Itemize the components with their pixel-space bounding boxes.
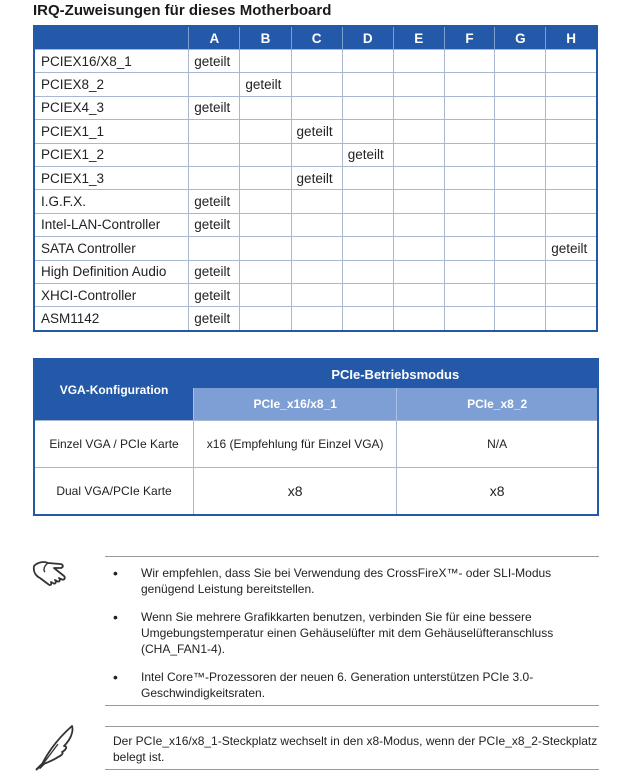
irq-cell [393, 213, 444, 236]
irq-cell: geteilt [189, 283, 240, 306]
irq-cell [393, 237, 444, 260]
irq-cell: geteilt [546, 237, 597, 260]
irq-cell: geteilt [189, 307, 240, 331]
irq-table [33, 25, 598, 332]
irq-cell [342, 166, 393, 189]
irq-cell [342, 50, 393, 73]
irq-cell [291, 307, 342, 331]
irq-cell [546, 260, 597, 283]
irq-cell [495, 96, 546, 119]
device-name-cell: High Definition Audio [34, 260, 189, 283]
irq-cell [444, 96, 495, 119]
irq-cell [546, 143, 597, 166]
irq-cell [240, 237, 291, 260]
irq-cell [342, 96, 393, 119]
device-name-cell: XHCI-Controller [34, 283, 189, 306]
irq-cell [342, 237, 393, 260]
vga-row-value: x8 [194, 468, 397, 516]
irq-cell [291, 283, 342, 306]
pcie-mode-header: PCIe-Betriebsmodus [194, 359, 598, 388]
page-title: IRQ-Zuweisungen für dieses Motherboard [33, 2, 332, 19]
table-row [34, 120, 597, 143]
irq-cell [342, 283, 393, 306]
irq-cell [291, 190, 342, 213]
irq-header-g: G [495, 26, 546, 50]
irq-cell [393, 190, 444, 213]
irq-cell [495, 120, 546, 143]
irq-cell [240, 260, 291, 283]
irq-cell [189, 237, 240, 260]
table-row [34, 307, 597, 331]
irq-cell [444, 213, 495, 236]
note2-divider-bottom [105, 769, 599, 770]
note-divider-top [105, 556, 599, 557]
vga-row-label: Einzel VGA / PCIe Karte [34, 421, 194, 468]
irq-header-f: F [444, 26, 495, 50]
irq-cell [495, 143, 546, 166]
irq-cell [444, 50, 495, 73]
vga-row [34, 421, 598, 468]
device-name-cell: PCIEX4_3 [34, 96, 189, 119]
irq-cell [444, 307, 495, 331]
table-row [34, 213, 597, 236]
table-row [34, 143, 597, 166]
note-text: Wir empfehlen, dass Sie bei Verwendung des CrossFireX™- oder SLI-Modus genügend Leistung bereitstellen. [141, 566, 552, 596]
irq-cell [240, 50, 291, 73]
table-row [34, 50, 597, 73]
table-row [34, 260, 597, 283]
table-row [34, 96, 597, 119]
irq-cell [240, 283, 291, 306]
irq-cell [444, 143, 495, 166]
irq-cell: geteilt [291, 166, 342, 189]
irq-cell [495, 260, 546, 283]
irq-cell [291, 237, 342, 260]
irq-cell [240, 307, 291, 331]
irq-cell [444, 260, 495, 283]
irq-cell [342, 190, 393, 213]
irq-header-device [34, 26, 189, 50]
irq-cell [393, 166, 444, 189]
irq-cell [495, 237, 546, 260]
device-name-cell: PCIEX1_2 [34, 143, 189, 166]
irq-header-row [34, 26, 597, 50]
irq-cell [495, 283, 546, 306]
bullet-icon: • [113, 609, 118, 625]
note-text: Intel Core™-Prozessoren der neuen 6. Generation unterstützen PCIe 3.0-Geschwindigkeitsraten. [141, 670, 534, 700]
table-row [34, 166, 597, 189]
irq-cell [393, 283, 444, 306]
irq-header-a: A [189, 26, 240, 50]
device-name-cell: PCIEX1_3 [34, 166, 189, 189]
device-name-cell: PCIEX8_2 [34, 73, 189, 96]
quill-feather-icon [32, 722, 78, 777]
list-item [113, 609, 603, 657]
irq-cell [342, 213, 393, 236]
irq-cell: geteilt [189, 96, 240, 119]
irq-cell [393, 50, 444, 73]
irq-cell [240, 96, 291, 119]
irq-cell [291, 213, 342, 236]
irq-cell [291, 50, 342, 73]
note-text: Wenn Sie mehrere Grafikkarten benutzen, verbinden Sie für eine bessere Umgebungstemperatur einen Gehäuselüfter mit dem Gehäuselüfteranschluss (CHA_FAN1-4). [141, 610, 554, 656]
vga-row-value: N/A [397, 421, 598, 468]
device-name-cell: SATA Controller [34, 237, 189, 260]
irq-cell [495, 166, 546, 189]
irq-cell [342, 307, 393, 331]
irq-cell [546, 96, 597, 119]
irq-cell [291, 143, 342, 166]
irq-header-e: E [393, 26, 444, 50]
device-name-cell: ASM1142 [34, 307, 189, 331]
vga-row-value: x8 [397, 468, 598, 516]
irq-cell [444, 73, 495, 96]
device-name-cell: PCIEX1_1 [34, 120, 189, 143]
irq-cell [393, 260, 444, 283]
irq-cell [342, 73, 393, 96]
irq-cell [189, 143, 240, 166]
list-item [113, 669, 603, 701]
note-bullet-list [113, 565, 603, 713]
vga-config-header: VGA-Konfiguration [34, 359, 194, 421]
irq-cell [240, 143, 291, 166]
irq-cell [444, 190, 495, 213]
irq-cell: geteilt [291, 120, 342, 143]
pointing-hand-icon [30, 552, 80, 599]
irq-cell [546, 307, 597, 331]
irq-cell [495, 50, 546, 73]
table-row [34, 190, 597, 213]
irq-cell [546, 50, 597, 73]
note-divider-bottom [105, 705, 599, 706]
irq-cell [189, 73, 240, 96]
vga-row-value: x16 (Empfehlung für Einzel VGA) [194, 421, 397, 468]
irq-cell [189, 120, 240, 143]
irq-cell [495, 307, 546, 331]
irq-cell [342, 120, 393, 143]
irq-cell [546, 283, 597, 306]
irq-cell [444, 237, 495, 260]
table-row [34, 237, 597, 260]
device-name-cell: I.G.F.X. [34, 190, 189, 213]
irq-cell [291, 73, 342, 96]
irq-cell [240, 213, 291, 236]
note2-divider-top [105, 726, 599, 727]
irq-header-h: H [546, 26, 597, 50]
irq-cell [546, 213, 597, 236]
irq-cell [393, 143, 444, 166]
irq-header-b: B [240, 26, 291, 50]
irq-cell [393, 73, 444, 96]
irq-cell: geteilt [342, 143, 393, 166]
irq-cell [546, 120, 597, 143]
device-name-cell: Intel-LAN-Controller [34, 213, 189, 236]
irq-header-c: C [291, 26, 342, 50]
irq-cell: geteilt [189, 190, 240, 213]
device-name-cell: PCIEX16/X8_1 [34, 50, 189, 73]
irq-cell [546, 190, 597, 213]
table-row [34, 73, 597, 96]
irq-cell [342, 260, 393, 283]
irq-cell [291, 96, 342, 119]
irq-cell [495, 213, 546, 236]
irq-cell: geteilt [240, 73, 291, 96]
vga-row-label: Dual VGA/PCIe Karte [34, 468, 194, 516]
irq-cell [393, 307, 444, 331]
slot-header-2: PCIe_x8_2 [397, 388, 598, 421]
bullet-icon: • [113, 669, 118, 685]
list-item [113, 565, 603, 597]
irq-table-body [34, 50, 597, 331]
irq-cell [240, 190, 291, 213]
irq-cell [546, 166, 597, 189]
irq-cell [444, 120, 495, 143]
irq-cell: geteilt [189, 260, 240, 283]
irq-cell [495, 73, 546, 96]
irq-cell [495, 190, 546, 213]
slot-header-1: PCIe_x16/x8_1 [194, 388, 397, 421]
irq-cell [291, 260, 342, 283]
irq-cell: geteilt [189, 50, 240, 73]
irq-cell [240, 120, 291, 143]
table-row [34, 283, 597, 306]
bullet-icon: • [113, 565, 118, 581]
note2-text: Der PCIe_x16/x8_1-Steckplatz wechselt in den x8-Modus, wenn der PCIe_x8_2-Steckplatz belegt ist. [113, 734, 598, 764]
vga-row [34, 468, 598, 516]
irq-cell [444, 283, 495, 306]
irq-cell [393, 96, 444, 119]
irq-cell [546, 73, 597, 96]
irq-cell [393, 120, 444, 143]
irq-header-d: D [342, 26, 393, 50]
irq-cell [444, 166, 495, 189]
irq-cell [240, 166, 291, 189]
vga-table [33, 358, 599, 516]
irq-cell: geteilt [189, 213, 240, 236]
irq-cell [189, 166, 240, 189]
